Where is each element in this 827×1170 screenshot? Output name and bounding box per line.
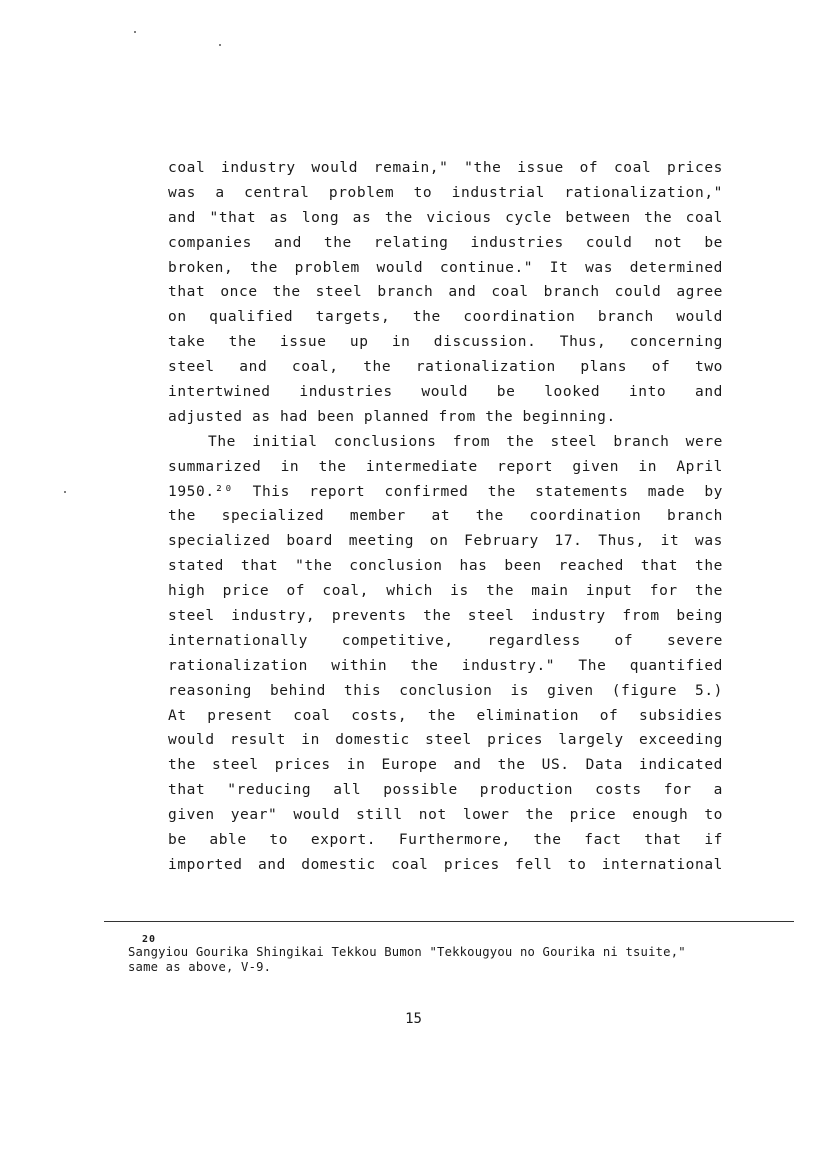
footnote-divider	[104, 921, 794, 922]
body-line: coal industry would remain," "the issue of coal prices	[168, 160, 723, 176]
body-line: broken, the problem would continue." It was determined	[168, 259, 723, 276]
body-line: 1950.²⁰ This report confirmed the statements made by	[168, 483, 723, 500]
body-line: and "that as long as the vicious cycle between the coal	[168, 209, 723, 226]
body-line: given year" would still not lower the price enough to	[168, 807, 723, 824]
body-line: that "reducing all possible production costs for a	[168, 782, 723, 799]
body-line: take the issue up in discussion. Thus, concerning	[168, 334, 723, 351]
body-line: high price of coal, which is the main input for the	[168, 583, 723, 600]
body-line: intertwined industries would be looked into and	[168, 384, 723, 401]
footnote	[128, 945, 768, 975]
body-line: was a central problem to industrial rationalization,"	[168, 184, 723, 201]
body-line: summarized in the intermediate report given in April	[168, 458, 723, 475]
body-line: that once the steel branch and coal branch could agree	[168, 284, 723, 301]
body-line: be able to export. Furthermore, the fact that if	[168, 832, 723, 849]
scan-speck	[219, 44, 221, 46]
body-line: At present coal costs, the elimination of subsidies	[168, 707, 723, 724]
footnote-marker: 20	[142, 934, 157, 945]
body-line: internationally competitive, regardless of severe	[168, 632, 723, 649]
scan-speck	[64, 491, 66, 493]
body-line: stated that "the conclusion has been reached that the	[168, 558, 723, 575]
body-text	[168, 156, 723, 878]
body-line: on qualified targets, the coordination branch would	[168, 309, 723, 326]
body-line: imported and domestic coal prices fell to international	[168, 856, 723, 873]
footnote-line: same as above, V-9.	[128, 960, 272, 974]
body-line: adjusted as had been planned from the beginning.	[168, 408, 616, 425]
body-line: steel industry, prevents the steel industry from being	[168, 608, 723, 625]
body-line: the specialized member at the coordination branch	[168, 508, 723, 525]
body-line: steel and coal, the rationalization plans of two	[168, 359, 723, 376]
body-line: companies and the relating industries could not be	[168, 234, 723, 251]
body-line: The initial conclusions from the steel branch were	[208, 433, 723, 450]
scan-speck	[134, 31, 136, 33]
footnote-line: Sangyiou Gourika Shingikai Tekkou Bumon "Tekkougyou no Gourika ni tsuite,"	[128, 945, 686, 959]
body-line: the steel prices in Europe and the US. Data indicated	[168, 757, 723, 774]
body-line: rationalization within the industry." The quantified	[168, 657, 723, 674]
body-line: would result in domestic steel prices largely exceeding	[168, 732, 723, 749]
body-line: reasoning behind this conclusion is given (figure 5.)	[168, 682, 723, 699]
page-number: 15	[405, 1011, 422, 1027]
body-line: specialized board meeting on February 17. Thus, it was	[168, 533, 723, 550]
